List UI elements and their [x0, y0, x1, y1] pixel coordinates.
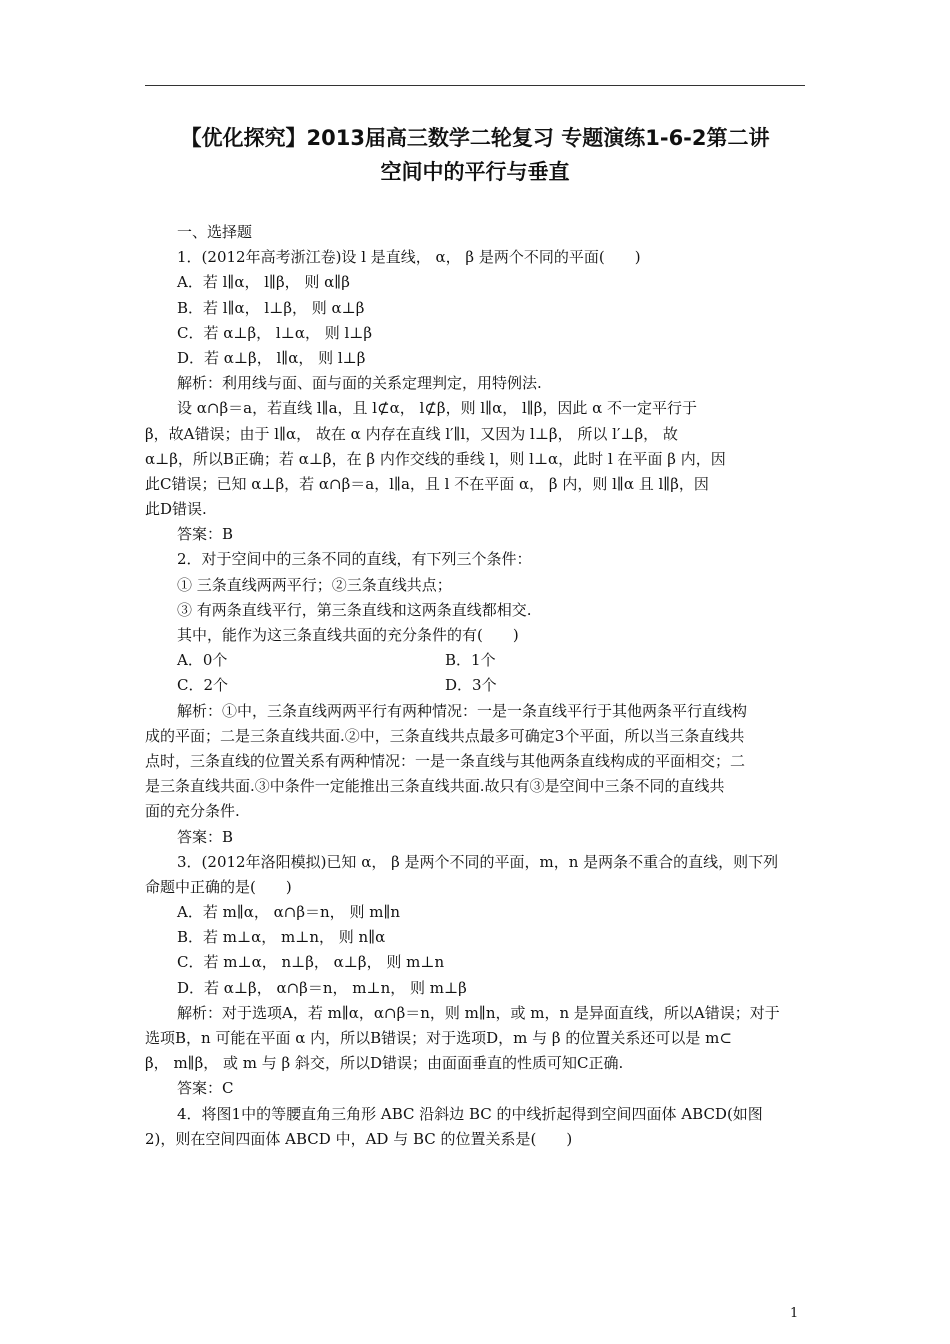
text-line: β，故A错误；由于 l∥α， 故在 α 内存在直线 l′∥l，又因为 l⊥β， 所以 l′⊥β， 故 — [145, 424, 678, 443]
option-d: D．3个 — [445, 676, 497, 695]
text-line: 设 α∩β＝a，若直线 l∥a，且 l⊄α， l⊄β，则 l∥α， l∥β，因此 α 不一定平行于 — [177, 399, 698, 418]
text-line: 其中，能作为这三条直线共面的充分条件的有( ) — [177, 626, 519, 644]
text-line: 一、选择题 — [177, 223, 253, 241]
text-line: 此C错误；已知 α⊥β，若 α∩β＝a，l∥a，且 l 不在平面 α， β 内，则 l∥α 且 l∥β，因 — [145, 474, 709, 493]
text-line: ① 三条直线两两平行；②三条直线共点； — [177, 575, 452, 594]
text-line: 3．(2012年洛阳模拟)已知 α， β 是两个不同的平面，m，n 是两条不重合的直线，则下列 — [177, 852, 779, 871]
text-line: 命题中正确的是( ) — [145, 877, 292, 896]
text-line: 选项B，n 可能在平面 α 内，所以B错误；对于选项D，m 与 β 的位置关系还可以是 m⊂ — [145, 1029, 732, 1047]
option-b: B．1个 — [445, 651, 496, 670]
header-rule — [145, 85, 805, 86]
text-line: 答案：C — [177, 1079, 234, 1098]
q2-options — [145, 648, 805, 698]
body-part-1 — [145, 220, 805, 648]
text-line: C．若 α⊥β， l⊥α， 则 l⊥β — [177, 323, 373, 342]
text-line: A．若 m∥α， α∩β＝n， 则 m∥n — [177, 903, 401, 922]
document-title-line-1: 【优化探究】2013届高三数学二轮复习 专题演练1-6-2第二讲 — [180, 126, 770, 150]
text-line: 答案：B — [177, 525, 234, 544]
page-number: 1 — [790, 1306, 799, 1321]
text-line: 解析：①中，三条直线两两平行有两种情况：一是一条直线平行于其他两条平行直线构 — [177, 701, 748, 720]
text-line: B．若 l∥α， l⊥β， 则 α⊥β — [177, 298, 365, 317]
text-line: 答案：B — [177, 827, 234, 846]
text-line: 面的充分条件. — [145, 802, 240, 821]
text-line: β， m∥β， 或 m 与 β 斜交，所以D错误；由面面垂直的性质可知C正确. — [145, 1054, 624, 1073]
option-row — [145, 673, 805, 698]
text-line: D．若 α⊥β， α∩β＝n， m⊥n， 则 m⊥β — [177, 978, 467, 997]
option-row — [145, 648, 805, 673]
text-line: A．若 l∥α， l∥β， 则 α∥β — [177, 273, 350, 292]
body-part-2 — [145, 699, 805, 1152]
text-line: 是三条直线共面.③中条件一定能推出三条直线共面.故只有③是空间中三条不同的直线共 — [145, 777, 725, 796]
text-line: 解析：对于选项A，若 m∥α，α∩β＝n，则 m∥n，或 m，n 是异面直线，所以A错误；对于 — [177, 1003, 780, 1022]
text-line: 2．对于空间中的三条不同的直线，有下列三个条件： — [177, 550, 532, 569]
text-line: ③ 有两条直线平行，第三条直线和这两条直线都相交. — [177, 600, 532, 619]
text-line: B．若 m⊥α， m⊥n， 则 n∥α — [177, 928, 386, 947]
option-c: C．2个 — [177, 676, 229, 695]
text-line: 点时，三条直线的位置关系有两种情况：一是一条直线与其他两条直线构成的平面相交；二 — [145, 751, 746, 770]
text-line: 4．将图1中的等腰直角三角形 ABC 沿斜边 BC 的中线折起得到空间四面体 ABCD(如图 — [177, 1104, 763, 1123]
text-line: C．若 m⊥α， n⊥β， α⊥β， 则 m⊥n — [177, 953, 445, 972]
text-line: 解析：利用线与面、面与面的关系定理判定，用特例法. — [177, 374, 542, 393]
text-line: D．若 α⊥β， l∥α， 则 l⊥β — [177, 348, 366, 367]
text-line: α⊥β，所以B正确；若 α⊥β，在 β 内作交线的垂线 l，则 l⊥α，此时 l 在平面 β 内，因 — [145, 449, 726, 468]
text-line: 1．(2012年高考浙江卷)设 l 是直线， α， β 是两个不同的平面( ) — [177, 248, 641, 267]
text-line: 此D错误. — [145, 500, 207, 519]
document-body — [145, 220, 805, 1152]
option-a: A．0个 — [177, 651, 228, 670]
document-title-line-2: 空间中的平行与垂直 — [380, 160, 570, 184]
text-line: 成的平面；二是三条直线共面.②中，三条直线共点最多可确定3个平面，所以当三条直线共 — [145, 726, 745, 745]
text-line: 2)，则在空间四面体 ABCD 中，AD 与 BC 的位置关系是( ) — [145, 1129, 573, 1148]
